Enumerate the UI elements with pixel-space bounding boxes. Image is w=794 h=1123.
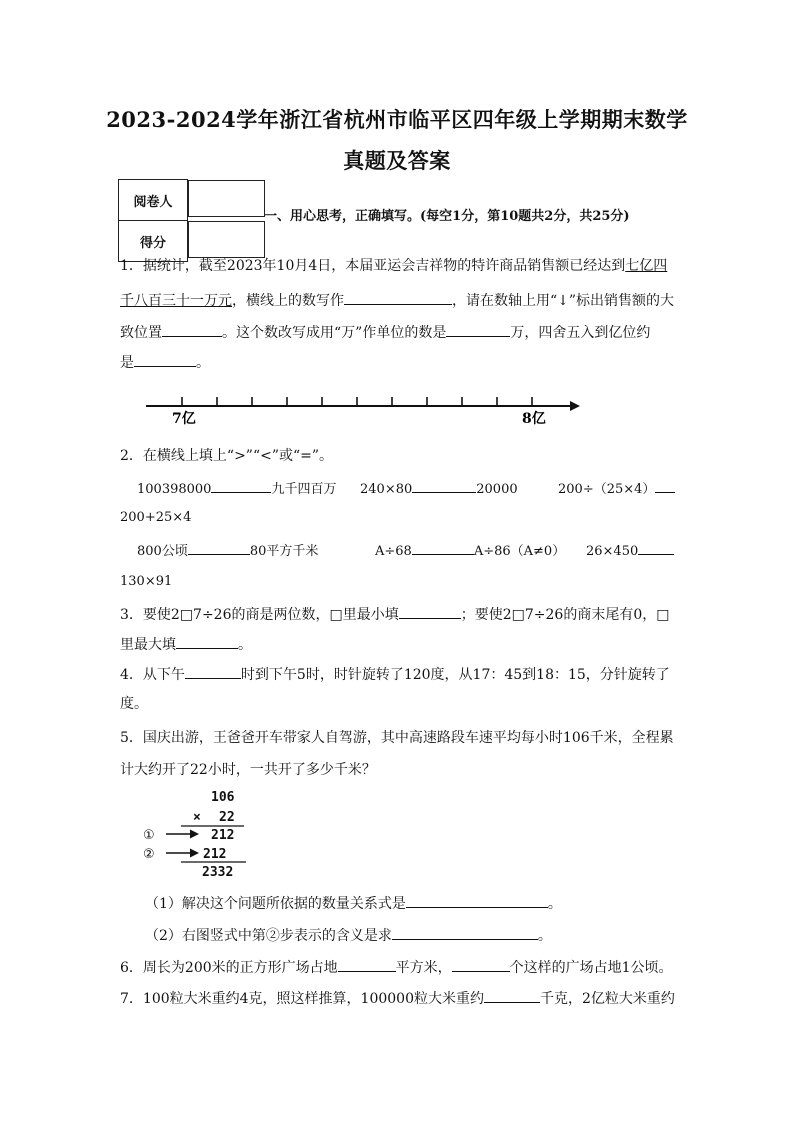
q1-line2: 千八百三十一万元，横线上的数写作 ，请在数轴上用“↓”标出销售额的大 [120, 290, 674, 311]
page-title: 2023-2024学年浙江省杭州市临平区四年级上学期期末数学 [106, 107, 688, 132]
q7-line1: 7．100粒大米重约4克，照这样推算，100000粒大米重约 千克，2亿粒大米重约 [120, 988, 675, 1009]
q2-row3c: 26×450 [586, 540, 674, 562]
q6-line1: 6．周长为200米的正方形广场占地 平方米， 个这样的广场占地1公顷。 [120, 957, 673, 978]
answer-blank[interactable] [484, 988, 540, 1003]
score-label: 得分 [119, 221, 188, 262]
q5-sub2: （2）右图竖式中第②步表示的含义是求 。 [145, 925, 552, 946]
q3-line1: 3．要使2□7÷26的商是两位数，□里最小填 ；要使2□7÷26的商末尾有0，□ [120, 604, 669, 625]
q2-row2: 200+25×4 [120, 510, 192, 525]
q5-line1: 5．国庆出游，王爸爸开车带家人自驾游，其中高速路段车速平均每小时106千米，全程累 [120, 730, 674, 746]
calc-operator: × [193, 810, 201, 825]
q2-row1b: 240×80 20000 [360, 478, 518, 500]
answer-blank[interactable] [406, 893, 548, 908]
q2-row1: 100398000 九千四百万 [137, 478, 336, 500]
reviewer-label: 阅卷人 [119, 180, 188, 221]
q1-line3: 致位置 。这个数改写成用“万”作单位的数是 万，四舍五入到亿位约 [120, 322, 650, 343]
q1-line4: 是 。 [120, 352, 210, 373]
page-title-line2: 真题及答案 [343, 148, 451, 173]
q2-row1c: 200÷（25×4） [558, 478, 675, 500]
q2-heading: 2．在横线上填上“>”“<”或“=”。 [120, 448, 334, 464]
number-line-left-label: 7亿 [172, 411, 196, 427]
number-line-right-label: 8亿 [522, 411, 546, 427]
arrow-right-icon [190, 830, 199, 839]
step-1-marker: ① [143, 828, 155, 843]
q2-row3b: A÷68 A÷86（A≠0） [375, 540, 565, 562]
arrow-right-icon [190, 849, 199, 858]
answer-blank[interactable] [338, 957, 396, 972]
answer-blank[interactable] [452, 957, 510, 972]
q1-line1: 1．据统计，截至2023年10月4日，本届亚运会吉祥物的特许商品销售额已经达到七亿四 [120, 258, 668, 274]
calc-partial-2: 212 [203, 847, 227, 862]
q4-line2: 度。 [120, 696, 148, 712]
q5-line2: 计大约开了22小时，一共开了多少千米？ [120, 762, 376, 778]
calc-multiplier: 22 [219, 810, 235, 825]
step-2-marker: ② [143, 847, 155, 862]
q2-row3: 800公顷 80平方千米 [137, 540, 318, 562]
section-heading: 一、用心思考，正确填写。(每空1分，第10题共2分，共25分) [264, 209, 630, 224]
calc-partial-1: 212 [211, 828, 235, 843]
calc-multiplicand: 106 [211, 790, 235, 805]
q5-sub1: （1）解决这个问题所依据的数量关系式是 。 [145, 893, 562, 914]
q4-line1: 4．从下午 时到下午5时，时针旋转了120度，从17：45到18：15，分针旋转了 [120, 664, 670, 685]
q2-row4: 130×91 [120, 574, 173, 589]
answer-blank[interactable] [392, 925, 538, 940]
calc-result: 2332 [202, 865, 234, 880]
q3-line2: 里最大填 。 [120, 634, 252, 655]
